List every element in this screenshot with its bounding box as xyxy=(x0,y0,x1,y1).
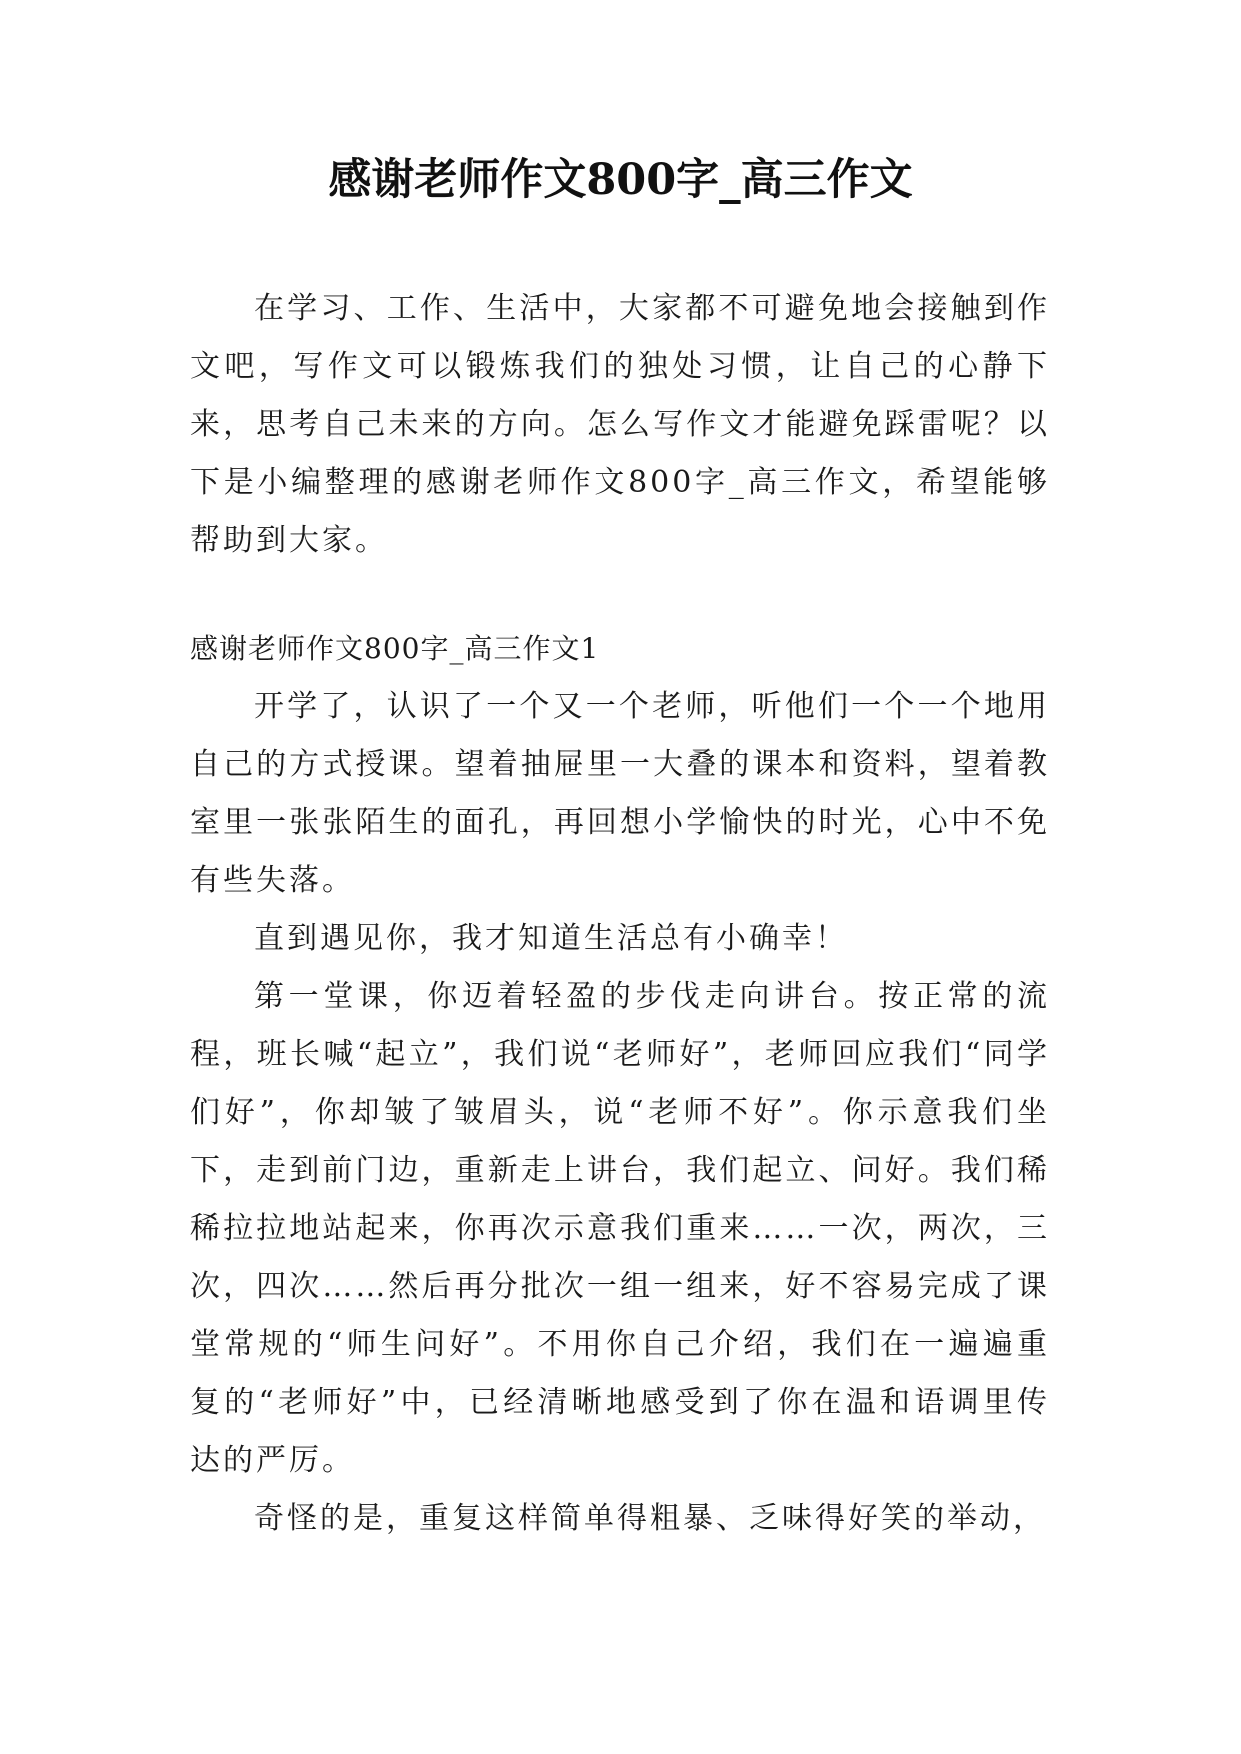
body-paragraph-3: 第一堂课，你迈着轻盈的步伐走向讲台。按正常的流程，班长喊“起立”，我们说“老师好”，老师回应我们“同学们好”，你却皱了皱眉头，说“老师不好”。你示意我们坐下，走到前门边，重新走上讲台，我们起立、问好。我们稀稀拉拉地站起来，你再次示意我们重来……一次，两次，三次，四次……然后再分批次一组一组来，好不容易完成了课堂常规的“师生问好”。不用你自己介绍，我们在一遍遍重复的“老师好”中，已经清晰地感受到了你在温和语调里传达的严厉。 xyxy=(190,979,1050,1478)
document-title: 感谢老师作文800字_高三作文 xyxy=(328,155,913,205)
body-paragraph-2: 直到遇见你，我才知道生活总有小确幸！ xyxy=(254,921,848,956)
document-body xyxy=(190,280,1050,1548)
section-heading: 感谢老师作文800字_高三作文1 xyxy=(190,632,600,665)
intro-paragraph: 在学习、工作、生活中，大家都不可避免地会接触到作文吧，写作文可以锻炼我们的独处习惯，让自己的心静下来，思考自己未来的方向。怎么写作文才能避免踩雷呢？以下是小编整理的感谢老师作文800字_高三作文，希望能够帮助到大家。 xyxy=(190,291,1050,558)
body-paragraph-1: 开学了，认识了一个又一个老师，听他们一个一个地用自己的方式授课。望着抽屉里一大叠的课本和资料，望着教室里一张张陌生的面孔，再回想小学愉快的时光，心中不免有些失落。 xyxy=(190,689,1050,898)
spacer xyxy=(190,570,1050,620)
body-paragraph-4: 奇怪的是，重复这样简单得粗暴、乏味得好笑的举动， xyxy=(254,1501,1046,1536)
